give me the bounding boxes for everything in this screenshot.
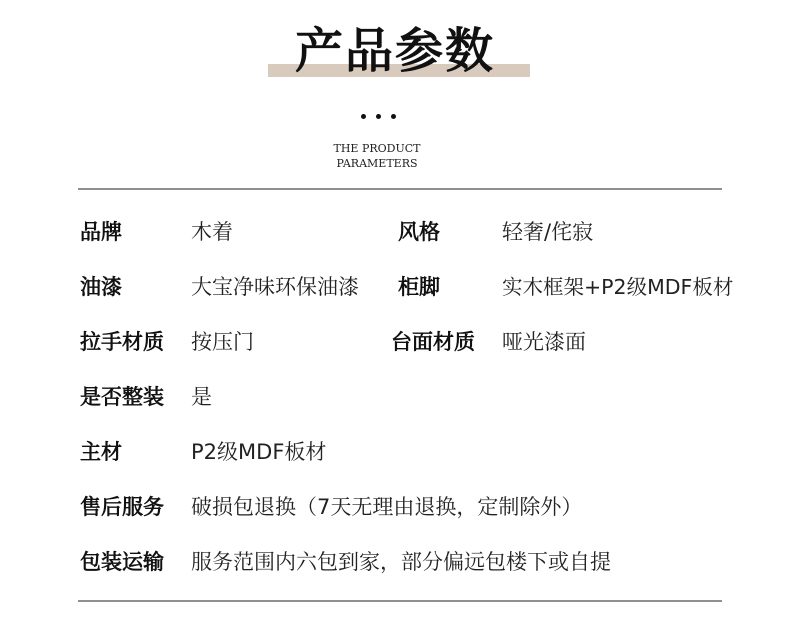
param-value-shipping: 服务范围内六包到家，部分偏远包楼下或自提 <box>191 550 611 574</box>
param-value-after-sales: 破损包退换（7天无理由退换，定制除外） <box>191 495 583 519</box>
dot-icon <box>391 114 396 119</box>
ellipsis-icon <box>360 114 400 120</box>
subtitle-line-1: THE PRODUCT <box>333 142 421 155</box>
param-label-brand: 品牌 <box>80 220 122 244</box>
param-value-material: P2级MDF板材 <box>191 440 327 464</box>
dot-icon <box>376 114 381 119</box>
param-label-shipping: 包装运输 <box>80 550 164 574</box>
top-divider <box>78 188 722 190</box>
param-value-paint: 大宝净味环保油漆 <box>191 275 359 299</box>
bottom-divider <box>78 600 722 602</box>
page-title: 产品参数 <box>294 23 495 79</box>
param-value-legs: 实木框架+P2级MDF板材 <box>502 275 734 299</box>
param-label-paint: 油漆 <box>80 275 122 299</box>
param-label-style: 风格 <box>398 220 440 244</box>
param-label-assembled: 是否整装 <box>80 385 164 409</box>
title-block <box>0 20 790 82</box>
param-value-assembled: 是 <box>191 385 212 409</box>
param-label-legs: 柜脚 <box>398 275 440 299</box>
dot-icon <box>361 114 366 119</box>
param-label-after-sales: 售后服务 <box>80 495 164 519</box>
param-value-brand: 木着 <box>191 220 233 244</box>
param-label-handle: 拉手材质 <box>80 330 164 354</box>
param-value-handle: 按压门 <box>191 330 254 354</box>
subtitle-line-2: PARAMETERS <box>336 157 418 170</box>
param-label-countertop: 台面材质 <box>391 330 475 354</box>
param-value-countertop: 哑光漆面 <box>502 330 586 354</box>
param-label-material: 主材 <box>80 440 122 464</box>
param-value-style: 轻奢/侘寂 <box>502 220 594 244</box>
